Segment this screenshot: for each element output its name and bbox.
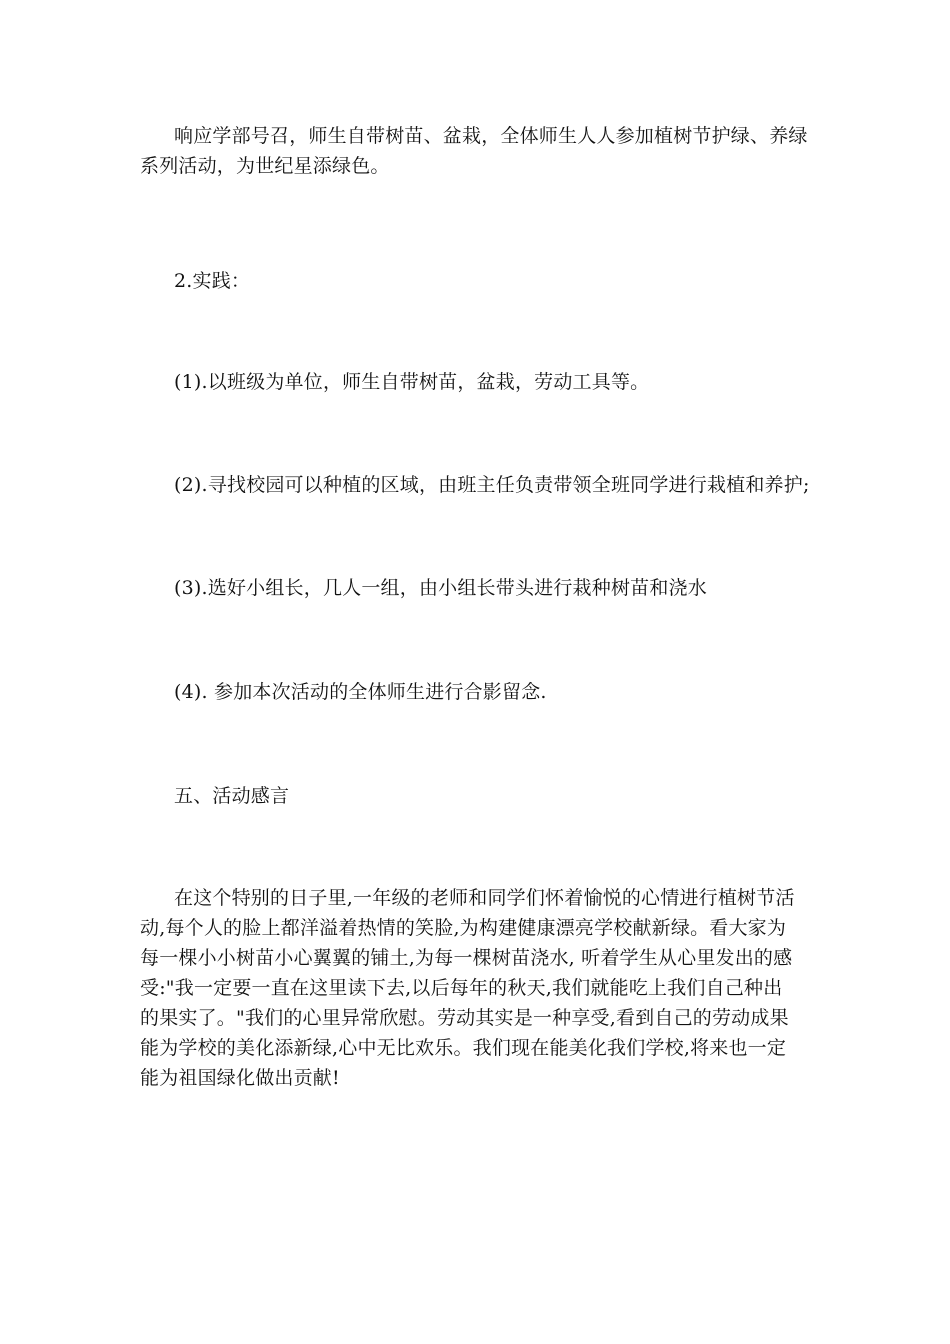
intro-paragraph bbox=[140, 121, 815, 181]
step-item-1: (1).以班级为单位，师生自带树苗，盆栽，劳动工具等。 bbox=[174, 371, 650, 393]
reflection-line-7: 能为祖国绿化做出贡献! bbox=[140, 1067, 340, 1089]
intro-line-1: 响应学部号召，师生自带树苗、盆栽，全体师生人人参加植树节护绿、养绿 bbox=[174, 125, 808, 147]
reflection-line-4: 受:"我一定要一直在这里读下去,以后每年的秋天,我们就能吃上我们自己种出 bbox=[140, 977, 783, 999]
practice-heading: 2.实践： bbox=[174, 270, 251, 292]
reflection-line-2: 动,每个人的脸上都洋溢着热情的笑脸,为构建健康漂亮学校献新绿。看大家为 bbox=[140, 917, 787, 939]
section-heading: 五、活动感言 bbox=[174, 785, 290, 807]
reflection-paragraph bbox=[140, 883, 815, 1093]
step-item-4: (4). 参加本次活动的全体师生进行合影留念. bbox=[174, 681, 547, 703]
reflection-line-6: 能为学校的美化添新绿,心中无比欢乐。我们现在能美化我们学校,将来也一定 bbox=[140, 1037, 787, 1059]
reflection-line-3: 每一棵小小树苗小心翼翼的铺土,为每一棵树苗浇水, 听着学生从心里发出的感 bbox=[140, 947, 793, 969]
step-item-2: (2).寻找校园可以种植的区域，由班主任负责带领全班同学进行栽植和养护; bbox=[174, 474, 810, 496]
intro-line-2: 系列活动，为世纪星添绿色。 bbox=[140, 155, 390, 177]
step-item-3: (3).选好小组长，几人一组，由小组长带头进行栽种树苗和浇水 bbox=[174, 577, 707, 599]
reflection-line-1: 在这个特别的日子里,一年级的老师和同学们怀着愉悦的心情进行植树节活 bbox=[174, 887, 795, 909]
reflection-line-5: 的果实了。"我们的心里异常欣慰。劳动其实是一种享受,看到自己的劳动成果 bbox=[140, 1007, 789, 1029]
